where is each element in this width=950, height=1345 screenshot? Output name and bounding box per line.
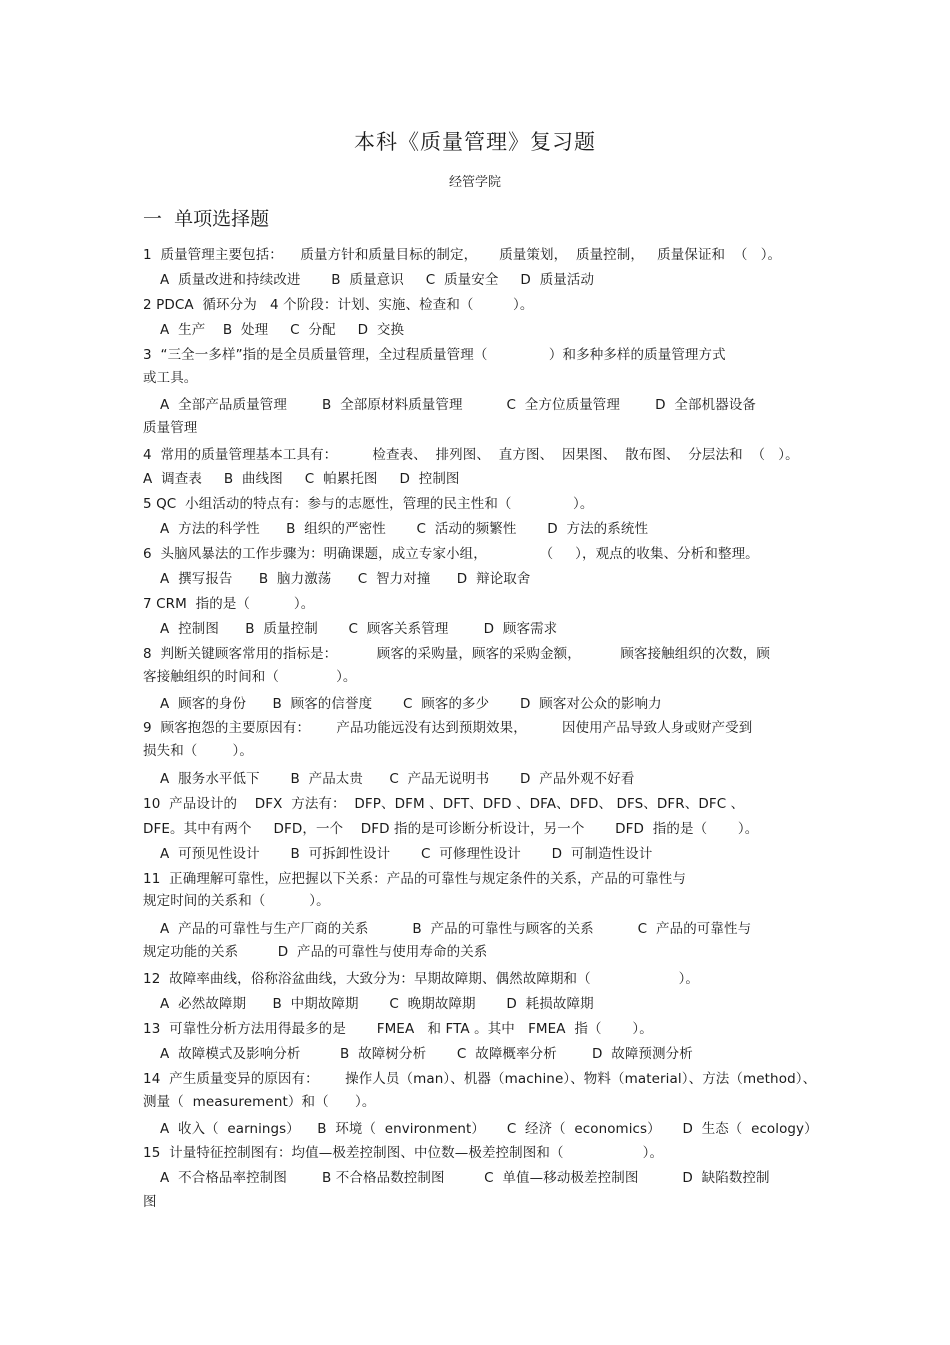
option-line: A 生产 B 处理 C 分配 D 交换: [160, 322, 405, 338]
document-title: 本科《质量管理》复习题: [354, 130, 596, 154]
question-line: 9 顾客抱怨的主要原因有： 产品功能远没有达到预期效果， 因使用产品导致人身或财产受到: [143, 720, 753, 736]
option-line: A 调查表 B 曲线图 C 帕累托图 D 控制图: [143, 471, 460, 487]
option-line: A 必然故障期 B 中期故障期 C 晚期故障期 D 耗损故障期: [160, 996, 594, 1012]
document-subtitle: 经管学院: [448, 175, 501, 190]
option-line: A 不合格品率控制图 B 不合格品数控制图 C 单值—移动极差控制图 D 缺陷数控制: [160, 1170, 770, 1186]
question-line: 11 正确理解可靠性，应把握以下关系：产品的可靠性与规定条件的关系，产品的可靠性与: [143, 871, 686, 887]
question-line: 5 QC 小组活动的特点有：参与的志愿性，管理的民主性和（ ）。: [143, 496, 594, 512]
question-line: 2 PDCA 循环分为 4 个阶段：计划、实施、检查和（ ）。: [143, 297, 534, 313]
question-line: 4 常用的质量管理基本工具有： 检查表、 排列图、 直方图、 因果图、 散布图、 分层法和 （ ）。: [143, 447, 799, 463]
option-line: 规定功能的关系 D 产品的可靠性与使用寿命的关系: [143, 944, 488, 960]
question-line: 3 “三全一多样”指的是全员质量管理，全过程质量管理（ ）和多种多样的质量管理方式: [143, 347, 726, 363]
question-line: 1 质量管理主要包括： 质量方针和质量目标的制定， 质量策划， 质量控制， 质量保证和 （ ）。: [143, 247, 782, 263]
question-line: 或工具。: [143, 370, 198, 386]
option-line: A 质量改进和持续改进 B 质量意识 C 质量安全 D 质量活动: [160, 272, 595, 288]
option-line: A 撰写报告 B 脑力激荡 C 智力对撞 D 辩论取舍: [160, 571, 531, 587]
question-line: 15 计量特征控制图有：均值—极差控制图、中位数—极差控制图和（ ）。: [143, 1145, 664, 1161]
question-line: 13 可靠性分析方法用得最多的是 FMEA 和 FTA 。其中 FMEA 指（ ）。: [143, 1021, 653, 1037]
option-line: 图: [143, 1194, 157, 1210]
option-line: A 方法的科学性 B 组织的严密性 C 活动的频繁性 D 方法的系统性: [160, 521, 649, 537]
question-line: 7 CRM 指的是（ ）。: [143, 596, 315, 612]
question-line: 6 头脑风暴法的工作步骤为：明确课题，成立专家小组， （ ），观点的收集、分析和整理。: [143, 546, 759, 562]
option-line: A 可预见性设计 B 可拆卸性设计 C 可修理性设计 D 可制造性设计: [160, 846, 653, 862]
question-line: DFE。其中有两个 DFD，一个 DFD 指的是可诊断分析设计，另一个 DFD 指的是（ ）。: [143, 821, 759, 837]
option-line: A 故障模式及影响分析 B 故障树分析 C 故障概率分析 D 故障预测分析: [160, 1046, 693, 1062]
option-line: A 服务水平低下 B 产品太贵 C 产品无说明书 D 产品外观不好看: [160, 771, 635, 787]
option-line: A 顾客的身份 B 顾客的信誉度 C 顾客的多少 D 顾客对公众的影响力: [160, 696, 662, 712]
question-line: 12 故障率曲线，俗称浴盆曲线，大致分为：早期故障期、偶然故障期和（ ）。: [143, 971, 700, 987]
option-line: A 产品的可靠性与生产厂商的关系 B 产品的可靠性与顾客的关系 C 产品的可靠性与: [160, 921, 752, 937]
question-line: 客接触组织的时间和（ ）。: [143, 669, 357, 685]
question-line: 8 判断关键顾客常用的指标是： 顾客的采购量，顾客的采购金额， 顾客接触组织的次数，顾: [143, 646, 770, 662]
option-line: A 控制图 B 质量控制 C 顾客关系管理 D 顾客需求: [160, 621, 558, 637]
option-line: 质量管理: [143, 420, 198, 436]
option-line: A 收入（ earnings） B 环境（ environment） C 经济（ economics） D 生态（ ecology）: [160, 1121, 818, 1137]
question-line: 14 产生质量变异的原因有： 操作人员（man）、机器（machine）、物料（material）、方法（method）、: [143, 1071, 817, 1087]
question-line: 规定时间的关系和（ ）。: [143, 893, 330, 909]
question-line: 损失和（ ）。: [143, 743, 253, 759]
question-line: 测量（ measurement）和（ ）。: [143, 1094, 376, 1110]
question-line: 10 产品设计的 DFX 方法有： DFP、DFM 、DFT、DFD 、DFA、DFD、 DFS、DFR、DFC 、: [143, 796, 745, 812]
option-line: A 全部产品质量管理 B 全部原材料质量管理 C 全方位质量管理 D 全部机器设备: [160, 397, 757, 413]
section-heading: 一 单项选择题: [143, 208, 270, 230]
